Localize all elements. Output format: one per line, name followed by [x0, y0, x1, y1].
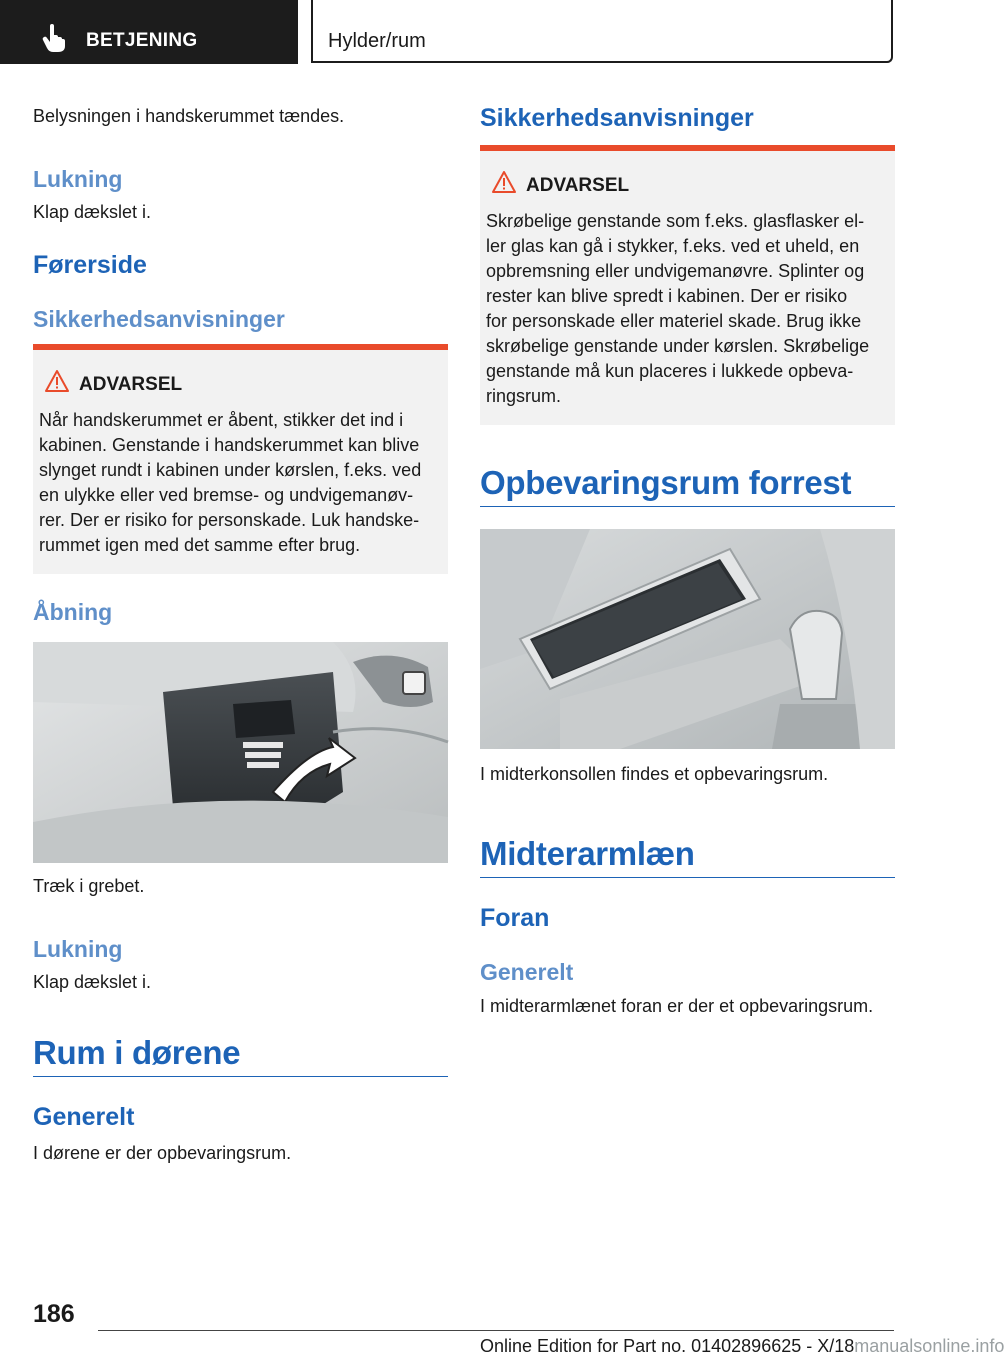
warning-line: opbremsning eller undvigemanøvre. Splinter og — [486, 261, 865, 281]
heading-sikkerhed: Sikkerhedsanvisninger — [33, 306, 285, 332]
page-number: 186 — [33, 1300, 75, 1328]
lukning-text: Klap dækslet i. — [33, 202, 152, 222]
heading-generelt-right: Generelt — [480, 959, 574, 985]
warning-triangle-icon — [45, 370, 69, 392]
warning-title: ADVARSEL — [526, 175, 630, 196]
heading-rum-i-dorene: Rum i dørene — [33, 1034, 241, 1071]
heading-generelt: Generelt — [33, 1103, 135, 1131]
heading-midterarmlaen: Midterarmlæn — [480, 835, 695, 872]
warning-line: rer. Der er risiko for personskade. Luk handske- — [39, 510, 420, 530]
trak-text: Træk i grebet. — [33, 876, 145, 896]
glovebox-photo — [33, 642, 448, 863]
edition-text: Online Edition for Part no. 01402896625 - X/18 — [480, 1336, 855, 1356]
warning-line: genstande må kun placeres i lukkede opbeva- — [486, 361, 854, 381]
warning-line: skrøbelige genstande under kørslen. Skrøbelige — [486, 336, 870, 356]
heading-lukning-2: Lukning — [33, 936, 123, 962]
warning-box-right — [480, 145, 895, 425]
midterkonsol-text: I midterkonsollen findes et opbevaringsrum. — [480, 764, 829, 784]
warning-line: en ulykke eller ved bremse- og undvigemanøv- — [39, 485, 414, 505]
heading-sikkerhed-right: Sikkerhedsanvisninger — [480, 104, 754, 132]
topic-box — [311, 0, 893, 63]
warning-line: Skrøbelige genstande som f.eks. glasflasker el- — [486, 211, 865, 231]
footer-edition — [480, 1336, 1004, 1357]
heading-rule — [480, 877, 895, 878]
warning-line: rester kan blive spredt i kabinen. Der er risiko — [486, 286, 848, 306]
hand-pointer-icon — [42, 24, 66, 52]
heading-abning: Åbning — [33, 599, 113, 625]
heading-forerside: Førerside — [33, 251, 147, 279]
warning-line: Når handskerummet er åbent, stikker det ind i — [39, 410, 404, 430]
heading-foran: Foran — [480, 904, 550, 932]
warning-line: ringsrum. — [486, 386, 562, 406]
warning-line: rummet igen med det samme efter brug. — [39, 535, 361, 555]
heading-lukning: Lukning — [33, 166, 123, 192]
heading-opbevaringsrum: Opbevaringsrum forrest — [480, 464, 852, 501]
watermark-text: manualsonline.info — [854, 1336, 1004, 1356]
intro-text: Belysningen i handskerummet tændes. — [33, 106, 345, 126]
heading-rule — [33, 1076, 448, 1077]
warning-line: for personskade eller materiel skade. Brug ikke — [486, 311, 862, 331]
lukning-text-2: Klap dækslet i. — [33, 972, 152, 992]
console-photo — [480, 529, 895, 749]
warning-line: kabinen. Genstande i handskerummet kan blive — [39, 435, 420, 455]
topic-title: Hylder/rum — [328, 30, 426, 52]
warning-triangle-icon — [492, 171, 516, 193]
section-title: BETJENING — [86, 30, 198, 51]
footer-rule — [98, 1330, 894, 1331]
warning-title: ADVARSEL — [79, 374, 183, 395]
dorene-text: I dørene er der opbevaringsrum. — [33, 1143, 292, 1163]
section-tab — [0, 0, 298, 64]
warning-line: slynget rundt i kabinen under kørslen, f.eks. ved — [39, 460, 422, 480]
heading-rule — [480, 506, 895, 507]
warning-line: ler glas kan gå i stykker, f.eks. ved et uheld, en — [486, 236, 860, 256]
midterarm-text: I midterarmlænet foran er der et opbevaringsrum. — [480, 996, 874, 1016]
warning-box — [33, 344, 448, 574]
